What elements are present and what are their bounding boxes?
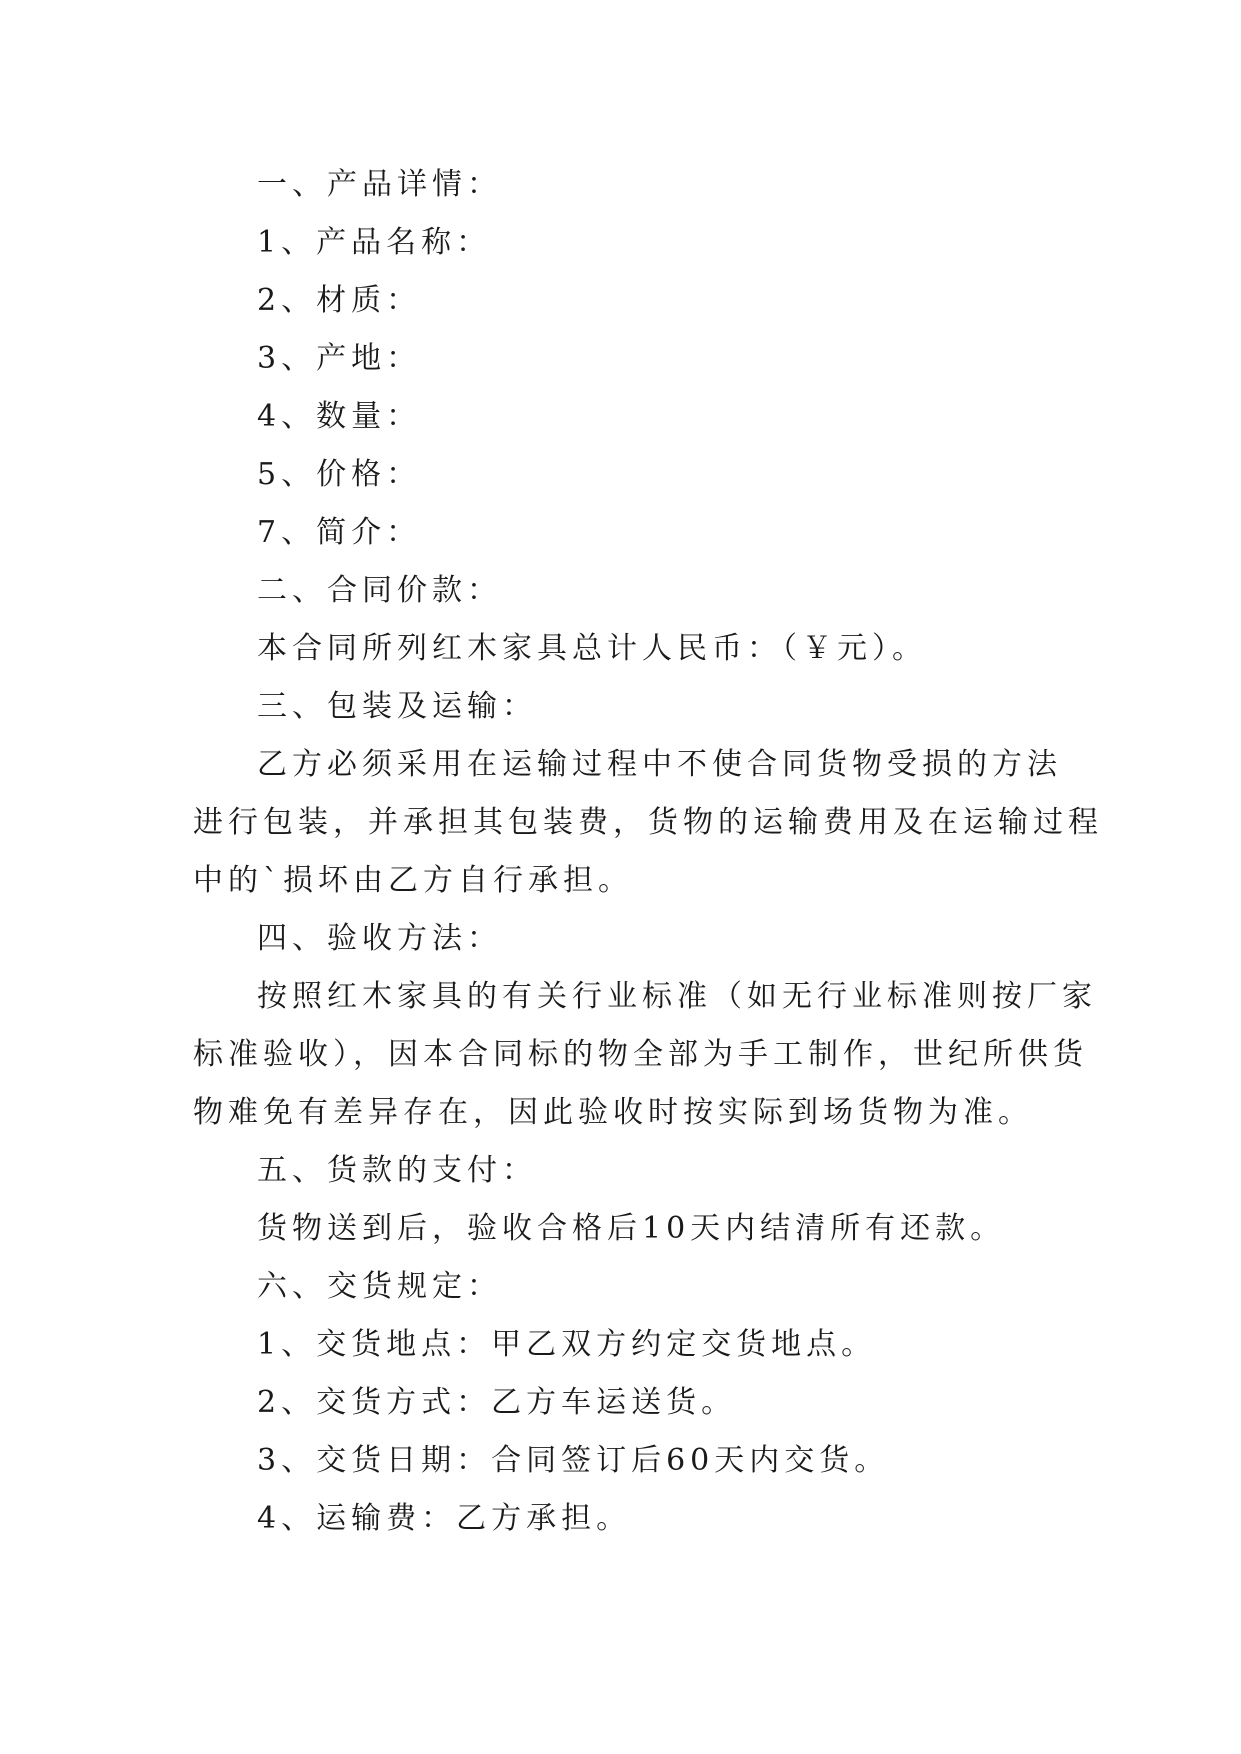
section-heading-payment: 五、货款的支付：: [257, 1153, 537, 1188]
product-name-line: 1、产品名称：: [257, 225, 492, 260]
quantity-line: 4、数量：: [257, 399, 422, 434]
section-heading-packaging: 三、包装及运输：: [257, 689, 537, 724]
transport-fee-line: 4、运输费：乙方承担。: [257, 1501, 632, 1536]
material-line: 2、材质：: [257, 283, 422, 318]
origin-line: 3、产地：: [257, 341, 422, 376]
section-heading-acceptance: 四、验收方法：: [257, 921, 502, 956]
section-heading-product-details: 一、产品详情：: [257, 167, 502, 202]
packaging-paragraph-line-1: 乙方必须采用在运输过程中不使合同货物受损的方法: [257, 747, 1062, 782]
document-body: [193, 156, 1103, 1548]
delivery-date-line: 3、交货日期：合同签订后60天内交货。: [257, 1443, 890, 1478]
payment-text: 货物送到后，验收合格后10天内结清所有还款。: [257, 1211, 1006, 1246]
price-line: 5、价格：: [257, 457, 422, 492]
packaging-paragraph-line-2: 进行包装，并承担其包装费，货物的运输费用及在运输过程: [193, 805, 1103, 840]
contract-price-text: 本合同所列红木家具总计人民币：（￥元）。: [257, 631, 927, 666]
acceptance-paragraph-line-2: 标准验收），因本合同标的物全部为手工制作，世纪所供货: [193, 1037, 1088, 1072]
acceptance-paragraph-line-1: 按照红木家具的有关行业标准（如无行业标准则按厂家: [257, 979, 1097, 1014]
introduction-line: 7、简介：: [257, 515, 422, 550]
packaging-paragraph-line-3: 中的`损坏由乙方自行承担。: [193, 863, 633, 898]
section-heading-contract-price: 二、合同价款：: [257, 573, 502, 608]
delivery-method-line: 2、交货方式：乙方车运送货。: [257, 1385, 737, 1420]
acceptance-paragraph-line-3: 物难免有差异存在，因此验收时按实际到场货物为准。: [193, 1095, 1033, 1130]
section-heading-delivery: 六、交货规定：: [257, 1269, 502, 1304]
delivery-location-line: 1、交货地点：甲乙双方约定交货地点。: [257, 1327, 877, 1362]
